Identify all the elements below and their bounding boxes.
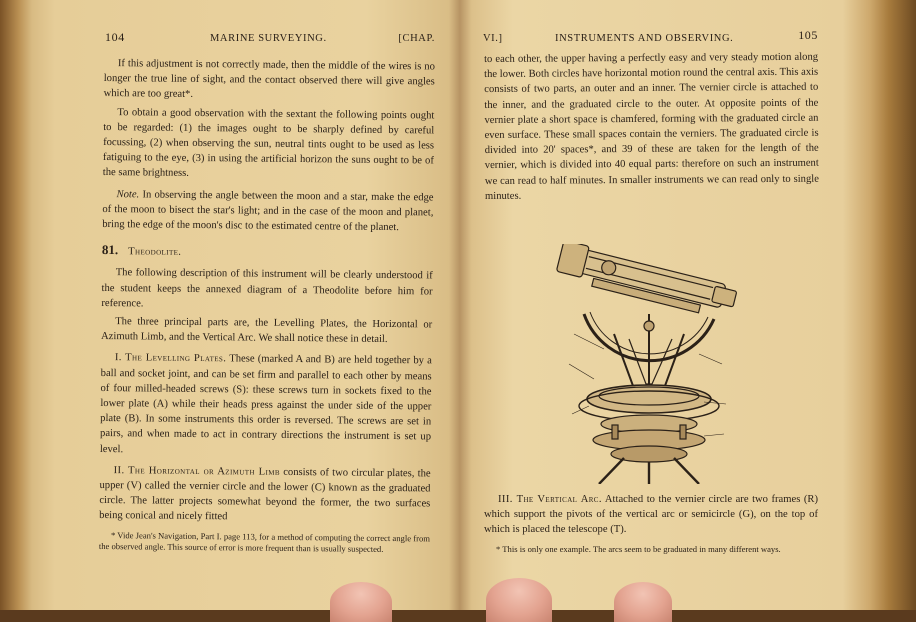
left-footnote-block bbox=[99, 530, 430, 556]
item-3 bbox=[484, 492, 818, 538]
item-2-text: consists of two circular plates, the upper (V) called the vernier circle and the lower (C) known as the graduated circle. The latter projects somewhat beyond the former, the two surfaces being conical and nicely fitted bbox=[99, 466, 431, 523]
right-page-number: 105 bbox=[798, 28, 818, 42]
right-paragraph: to each other, the upper having a perfectly easy and very steady motion along the lower. Both circles have horizontal motion round the central axis. This axis consists of two parts, an outer and an inner. The vernier circle is attached to the inner, and the graduated circle to the outer. At opposite points of the vernier plate a short space is chamfered, forming with the graduated circle an even surface. These small spaces contain the verniers. The graduated circle is divided into 20' spaces*, and 39 of these are taken for the length of the vernier, which is divided into 40 equal parts: therefore on such an instrument we can read to half minutes. In smaller instruments we can read only to single minutes. bbox=[484, 51, 819, 202]
left-paragraph-2: To obtain a good observation with the sextant the following points ought to be regarded: (1) the images ought to be sharply defined by careful focussing, (2) when observing the sun, neutral tints ought to be used as less fatiguing to the eye, (3) in using the artificial horizon the suns ought to be of the same brightness. bbox=[102, 106, 435, 180]
thumb-center bbox=[486, 578, 552, 622]
item-3-heading: III. The Vertical Arc. bbox=[498, 494, 602, 505]
left-note bbox=[102, 187, 433, 236]
item-1-text: These (marked A and B) are held together by a ball and socket joint, and can be set firm and parallel to each other by means of four milled-headed screws (S): these screws turn in sockets fixed to the lower plate (A) while their heads press against the under side of the upper plate (B). In some instruments this order is reversed. The screws are set in pairs, and when made to act in contrary directions the instrument is set up level. bbox=[99, 353, 432, 455]
right-body-text bbox=[484, 50, 819, 207]
left-running-title: MARINE SURVEYING. bbox=[210, 33, 327, 44]
right-footnote: * This is only one example. The arcs seem to be graduated in many different ways. bbox=[496, 543, 781, 554]
right-footnote-block bbox=[484, 544, 818, 556]
item-2-heading: II. The Horizontal or Azimuth Limb bbox=[113, 464, 280, 478]
left-chapter-mark: [CHAP. bbox=[398, 33, 435, 44]
item-2 bbox=[99, 463, 431, 527]
thumb-right bbox=[614, 582, 672, 622]
item-1-heading: I. The Levelling Plates. bbox=[114, 352, 227, 365]
left-page-number: 104 bbox=[105, 30, 125, 44]
right-lower-text bbox=[484, 492, 818, 555]
right-running-title: INSTRUMENTS AND OBSERVING. bbox=[555, 33, 734, 44]
section-number: 81. bbox=[101, 242, 119, 258]
left-footnote: * Vide Jean's Navigation, Part I. page 113, for a method of computing the correct angle from the observed angle. This source of error is more frequent than is usually suspected. bbox=[98, 529, 431, 555]
left-paragraph-1: If this adjustment is not correctly made, then the middle of the wires is no longer the true line of sight, and the contact observed there will give angles which are too great*. bbox=[103, 58, 435, 101]
left-running-head bbox=[105, 30, 435, 46]
item-3-text: Attached to the vernier circle are two frames (R) which support the pivots of the vertical arc or semicircle (G), on the top of which is placed the telescope (T). bbox=[484, 494, 818, 536]
section-paragraph-1: The following description of this instrument will be clearly understood if the student keeps the annexed diagram of a Theodolite before him for reference. bbox=[101, 267, 433, 310]
right-chapter-mark: VI.] bbox=[483, 33, 503, 44]
right-running-head bbox=[483, 30, 818, 46]
item-1 bbox=[100, 350, 432, 460]
right-page bbox=[478, 0, 830, 610]
note-label: Note. bbox=[116, 188, 140, 201]
theodolite-illustration bbox=[554, 244, 744, 484]
left-body-text bbox=[99, 56, 435, 556]
telescope-drawing bbox=[555, 244, 739, 321]
thumb-left bbox=[330, 582, 392, 622]
section-paragraph-2: The three principal parts are, the Levelling Plates, the Horizontal or Azimuth Limb, and the Vertical Arc. We shall notice these in detail. bbox=[101, 316, 433, 346]
section-heading bbox=[102, 242, 433, 263]
note-text: In observing the angle between the moon and a star, make the edge of the moon to bisect the star's light; and in the case of the moon and planet, bring the edge of the moon's disc to the estimated centre of the planet. bbox=[102, 189, 434, 234]
left-page bbox=[60, 0, 435, 610]
section-title: Theodolite. bbox=[128, 246, 182, 259]
